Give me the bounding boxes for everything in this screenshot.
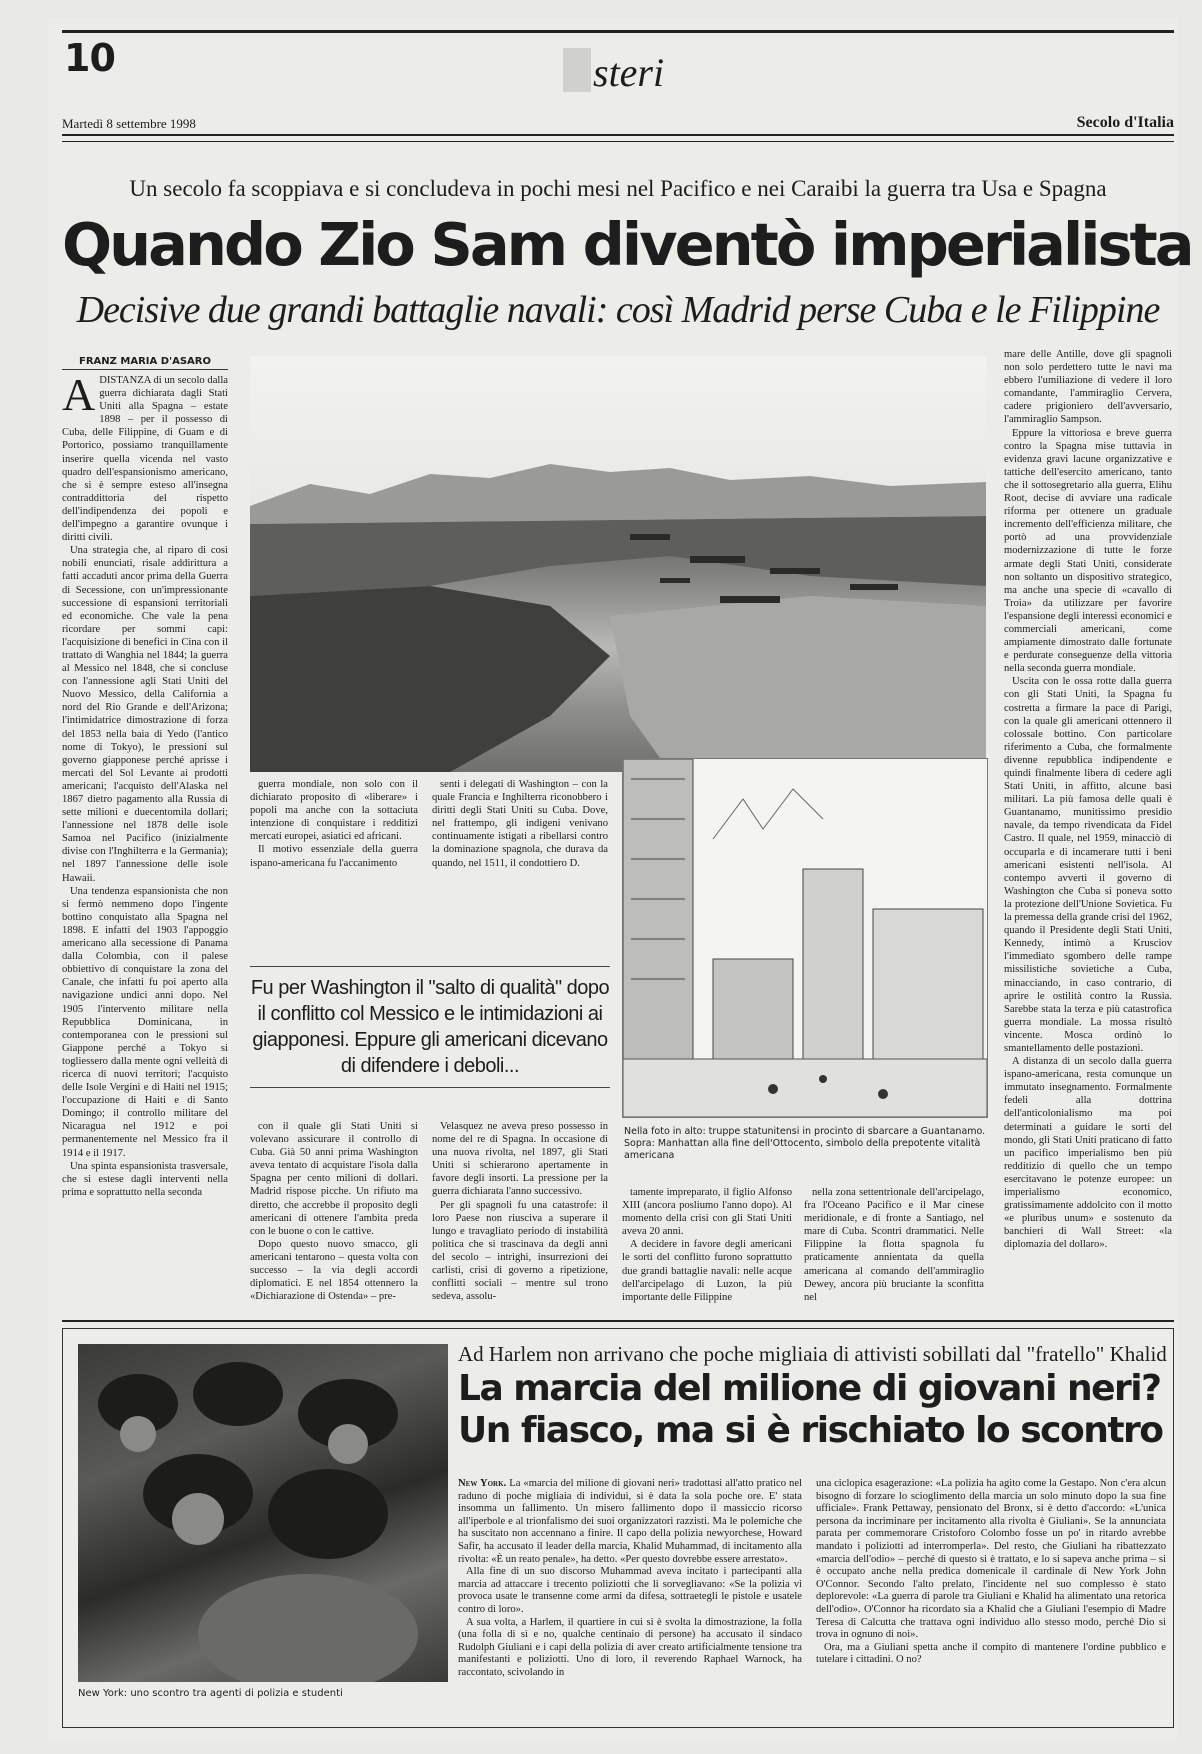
main-column-2-bottom <box>250 1120 418 1316</box>
main-paragraph: senti i delegati di Washington – con la quale Francia e Inghilterra riconobbero i diritti degli Stati Uniti su Cuba. Dove, nel frattempo, gli indigeni venivano continuamente istigati a ribellarsi contro la dominazione spagnola, che durava da quando, nel 1511, il condottiero D. <box>432 779 608 869</box>
photo-manhattan-illustration <box>622 758 988 1118</box>
main-lead-paragraph: DISTANZA di un secolo dalla guerra dichiarata dagli Stati Uniti alla Spagna – estate 1898 – per il possesso di Cuba, delle Filippine, di Guam e di Portorico, possiamo tranquillamente inserire quella vicenda nel vasto quadro dell'espansionismo americano, che si è sempre esteso all'insegna contraddittoria del rispetto dell'indipendenza dei popoli e dell'impegno a garantire ovunque i diritti civili. <box>62 375 228 544</box>
main-paragraph: con il quale gli Stati Uniti si volevano assicurare il controllo di Cuba. Già 50 anni prima Washington aveva tentato di acquistare l'isola dalla Spagna per cento milioni di dollari. Madrid rispose picche. Un rifiuto ma diretto, che accrebbe il proposito degli americani di ottenere l'ambita preda con le buone o con le cattive. <box>250 1121 418 1237</box>
main-paragraph: guerra mondiale, non solo con il dichiarato proposito di «liberare» i popoli ma anche con la sottaciuta intenzione di conquistare i redditizi mercati europei, asiatici ed africani. <box>250 779 418 843</box>
main-column-2-top <box>250 778 418 958</box>
main-column-3-top <box>432 778 608 958</box>
main-paragraph: Il motivo essenziale della guerra ispano-americana fu l'accanimento <box>250 844 418 869</box>
crowd-photo <box>78 1344 448 1682</box>
second-dateline: New York. <box>458 1478 507 1489</box>
main-paragraph: Uscita con le ossa rotte dalla guerra con gli Stati Uniti, la Spagna fu costretta a firmare la pace di Parigi, con la quale gli americani ottennero il colossale bottino. Con particolare riferimento a Cuba, che formalmente divenne repubblica indipendente e quindi finalmente libera di cedere agli Stati Uniti, in affitto, alcune basi militari. La più famosa delle quali è Guantanamo, munitissimo presidio navale, da tempo rivendicata da Fidel Castro. Il quale, nel 1959, minacciò di occuparla e di incamerare tutti i beni americani esistenti nell'isola. Al contempo avvertì il governo di Washington che Cuba si poneva sotto la protezione dell'Unione Sovietica. Fu la premessa della grande crisi del 1962, quando il Presidente degli Stati Uniti, Kennedy, intimò a Krusciov l'immediato sgombero delle rampe missilistiche sovietiche a Cuba, minacciando, in caso contrario, di aprire le ostilità contro la Russia. Sarebbe stata la terza e più catastrofica guerra mondiale. La mossa risultò vincente. Mosca ordinò lo smantellamento delle postazioni. <box>1004 676 1172 1054</box>
issue-date: Martedì 8 settembre 1998 <box>62 116 196 131</box>
drop-cap: A <box>62 374 96 420</box>
main-column-4-bottom <box>622 1186 792 1314</box>
main-paragraph: mare delle Antille, dove gli spagnoli non solo perdettero tutte le navi ma ebbero l'umiliazione di vedere il loro comandante, l'ammiraglio Cervera, cadere prigioniero dell'avversario, l'ammiraglio Sampson. <box>1004 349 1172 426</box>
top-rule <box>62 30 1174 33</box>
main-paragraph: A decidere in favore degli americani le sorti del conflitto furono soprattutto due grandi battaglie navali: nelle acque dell'arcipelago di Luzon, la più importante delle Filippine <box>622 1239 792 1303</box>
main-paragraph: Una strategia che, al riparo di così nobili enunciati, risale addirittura a fatti accaduti ancor prima della Guerra di Secessione, con un'impressionante successione di espansioni territoriali ed economiche. Che vale la pena ricordare per sommi capi: l'acquisizione di benefici in Cina con il trattato di Wanghia nel 1844; la guerra al Messico nel 1848, che si concluse con l'annessione agli Stati Uniti del Nuovo Messico, della California a nord del Rio Grande e dell'Arizona; l'intimidatrice dimostrazione di forza del 1853 nella baia di Yedo (l'antico nome di Tokyo), le pressioni sul governo giapponese perché aprisse i mercati del Sol Levante ai prodotti americani; l'acquisto dell'Alaska nel 1867 dietro pagamento alla Russia di sette milioni e duecentomila dollari; l'annessione nel 1878 delle isole Samoa nel Pacifico (inizialmente divise con l'Inghilterra e la Germania); nel 1897 l'annessione delle isole Hawaii. <box>62 545 228 884</box>
section-initial-e <box>563 48 591 92</box>
main-paragraph: A distanza di un secolo dalla guerra ispano-americana, resta comunque un immutato insegnamento. Formalmente fedeli alla dottrina dell'anticolonialismo ma poi determinati a guidare le sorti del mondo, gli Stati Uniti praticano di fatto un pacifico imperialismo ben più redditizio di quello che un tempo esercitavano le potenze europee: un imperialismo economico, gratissimamente addolcito con il motto «e pluribus unum» e sostenuto da banchieri di Wall Street: «la diplomazia del dollaro». <box>1004 1056 1172 1251</box>
main-paragraph: tamente impreparato, il figlio Alfonso XIII (ancora posliumo l'anno dopo). Al momento della crisi con gli Stati Uniti aveva 20 anni. <box>622 1187 792 1238</box>
second-headline <box>458 1368 1168 1452</box>
section-title-text: steri <box>593 50 665 95</box>
photos-caption: Nella foto in alto: truppe statunitensi in procinto di sbarcare a Guantanamo. Sopra: Manhattan alla fine dell'Ottocento, simbolo della prepotente vitalità americana <box>624 1126 986 1161</box>
main-column-5-bottom <box>804 1186 984 1314</box>
second-paragraph: La «marcia del milione di giovani neri» tradottasi all'atto pratico nel raduno di poche migliaia di individui, si è data la sola poche ore. E' stata insomma un fallimento. Un misero fallimento dopo il massiccio ricorso all'iperbole e al trionfalismo dei suoi organizzatori razzisti. Ma le polemiche che ha suscitato non accennano a finire. Il capo della polizia newyorchese, Howard Safir, ha accusato il leader della marcia, Khalid Muhammad, di incitamento alla rivolta: «È un reato penale», ha detto. «Per questo dovrebbe essere arrestato». <box>458 1478 802 1565</box>
main-paragraph: Eppure la vittoriosa e breve guerra contro la Spagna mise tuttavia in evidenza gravi lacune organizzative e tattiche dell'esercito americano, tanto che il sottosegretario alla guerra, Elihu Root, decise di avviare una radicale riforma per ottenere un graduale incremento dell'efficienza militare, che portò ad una provvidenziale modernizzazione di tutte le forze armate degli Stati Uniti, considerate non soltanto un dispositivo strategico, ma anche una specie di «cavallo di Troia» da utilizzare per favorire l'espansione degli interessi economici e commerciali americani, come ampiamente dimostrato dalle fortunate e perdurate conseguenze della vittoria nella seconda guerra mondiale. <box>1004 427 1172 675</box>
second-paragraph: Alla fine di un suo discorso Muhammad aveva incitato i partecipanti alla marcia ad attaccare i trecento poliziotti che li sorvegliavano: «Se la polizia vi provoca usate le transenne come armi da difesa, sottraetegli le pistole e usatele contro di loro». <box>458 1566 802 1615</box>
second-column-1 <box>458 1478 802 1718</box>
harbor-illustration <box>250 356 986 772</box>
page-number: 10 <box>64 36 115 80</box>
manhattan-illustration <box>623 759 987 1117</box>
second-paragraph: una ciclopica esagerazione: «La polizia ha agito come la Gestapo. Non c'era alcun bisogno di forzare lo scioglimento della marcia un solo minuto dopo la sua fine ufficiale». Frank Pettaway, pensionato del Bronx, si è detto d'accordo: «L'unica persona da incriminare per incitamento alla rivolta è Giuliani». Se la annunciata parata per commemorare Cristoforo Colombo fosse un po' in ritardo avrebbe mandato i poliziotti ad interromperla». Del resto, che Giuliani ha ribattezzato «marcia dell'odio» – perché di questo si è trattato, e lo si sapeva anche prima – si è occupato anche nella predica domenicale il cardinale di New York John O'Connor. Secondo l'alto prelato, l'incidente nel suo complesso è stato deplorevole: «La guerra di parole tra Giuliani e Khalid ha alimentato una retorica dell'odio». O'Connor ha ricordato sia a Khalid che a Giuliani l'esempio di Madre Teresa di Calcutta che trattava ogni individuo allo stesso modo, perché Dio si trova in ognuno di noi». <box>816 1478 1166 1641</box>
main-paragraph: Una tendenza espansionista che non si fermò nemmeno dopo l'ingente bottino conquistato alla Spagna nel 1898. E infatti del 1903 l'appoggio americano alla secessione di Panama dalla Colombia, con il palese obbiettivo di conquistare la zona del Canale, che infatti fu poi aperto alla navigazione undici anni dopo. Nel 1905 l'intervento militare nella Repubblica Dominicana, in contemporanea con le pressioni sul Giappone perché a Tokyo si togliessero dalla mente ogni velleità di ricerca di nuovi territori; l'acquisto delle Isole Vergini e di Haiti nel 1915; l'occupazione di Haiti e di Santo Domingo; il controllo militare del Nicaragua nel 1912 e poi permanentemente nel Messico fra il 1914 e il 1917. <box>62 885 228 1159</box>
masthead-rule <box>62 134 1174 142</box>
second-headline-line-1: La marcia del milione di giovani neri? <box>458 1368 1161 1409</box>
main-headline: Quando Zio Sam diventò imperialista <box>62 210 1192 279</box>
main-paragraph: Per gli spagnoli fu una catastrofe: il loro Paese non riusciva a superare il lungo e travagliato periodo di instabilità politica che si trascinava da degli anni del secolo – intrighi, insurrezioni dei carlisti, crisi di governo a ripetizione, conflitti sociali – mentre sul trono sedeva, assolu- <box>432 1199 608 1303</box>
main-subhead: Decisive due grandi battaglie navali: così Madrid perse Cuba e le Filippine <box>76 289 1160 331</box>
main-paragraph: Velasquez ne aveva preso possesso in nome del re di Spagna. In occasione di una nuova rivolta, nel 1897, gli Stati Uniti si schierarono apertamente in favore degli insorti. La pressione per la guerra dichiarata l'anno successivo. <box>432 1121 608 1198</box>
main-paragraph: Una spinta espansionista trasversale, che si estese dagli interventi nella prima e soprattutto nella seconda <box>62 1160 228 1198</box>
second-kicker: Ad Harlem non arrivano che poche migliaia di attivisti sobillati dal "fratello" Khalid <box>458 1342 1167 1366</box>
byline: FRANZ MARIA D'ASARO <box>62 356 228 370</box>
main-paragraph: nella zona settentrionale dell'arcipelago, fra l'Oceano Pacifico e il Mar cinese meridionale, e di fronte a Santiago, nel mare di Cuba. Scontri drammatici. Nelle Filippine la flotta spagnola fu praticamente annientata da quella americana al comando dell'ammiraglio Dewey, ancora più bruciante la sconfitta nel <box>804 1187 984 1303</box>
photo-caption: New York: uno scontro tra agenti di polizia e studenti <box>78 1688 343 1699</box>
section-title <box>563 48 664 96</box>
photo-guantanamo-bay <box>250 356 986 772</box>
photo-police-clash <box>78 1344 448 1682</box>
main-paragraph: Dopo questo nuovo smacco, gli americani tentarono – questa volta con successo – la via degli accordi diplomatici. E nel 1854 ottennero la «Dichiarazione di Ostenda» – pre- <box>250 1238 418 1303</box>
main-column-3-bottom <box>432 1120 608 1316</box>
article-divider <box>62 1320 1174 1322</box>
pull-quote: Fu per Washington il "salto di qualità" dopo il conflitto col Messico e le intimidazioni ai giapponesi. Eppure gli americani dicevano di difendere i deboli... <box>250 966 610 1088</box>
second-paragraph: Ora, ma a Giuliani spetta anche il compito di mantenere l'ordine pubblico e tutelare i cittadini. O no? <box>816 1641 1166 1666</box>
newspaper-page <box>48 18 1192 1740</box>
main-right-column <box>1004 348 1172 1314</box>
second-paragraph: A sua volta, a Harlem, il quartiere in cui si è svolta la dimostrazione, la folla (una folla di sì e no, qualche centinaio di persone) ha accusato il sindaco Rudolph Giuliani e i capi della polizia di aver creato artificialmente tensione tra manifestanti e poliziotti. Uno di loro, il reverendo Raphael Warnock, ha raccontato, scivolando in <box>458 1616 802 1678</box>
main-kicker: Un secolo fa scoppiava e si concludeva in pochi mesi nel Pacifico e nei Caraibi la guerra tra Usa e Spagna <box>129 176 1107 201</box>
newspaper-name: Secolo d'Italia <box>1076 114 1174 131</box>
second-headline-line-2: Un fiasco, ma si è rischiato lo scontro <box>458 1410 1163 1451</box>
main-column-1 <box>62 374 228 1314</box>
second-column-2 <box>816 1478 1166 1718</box>
